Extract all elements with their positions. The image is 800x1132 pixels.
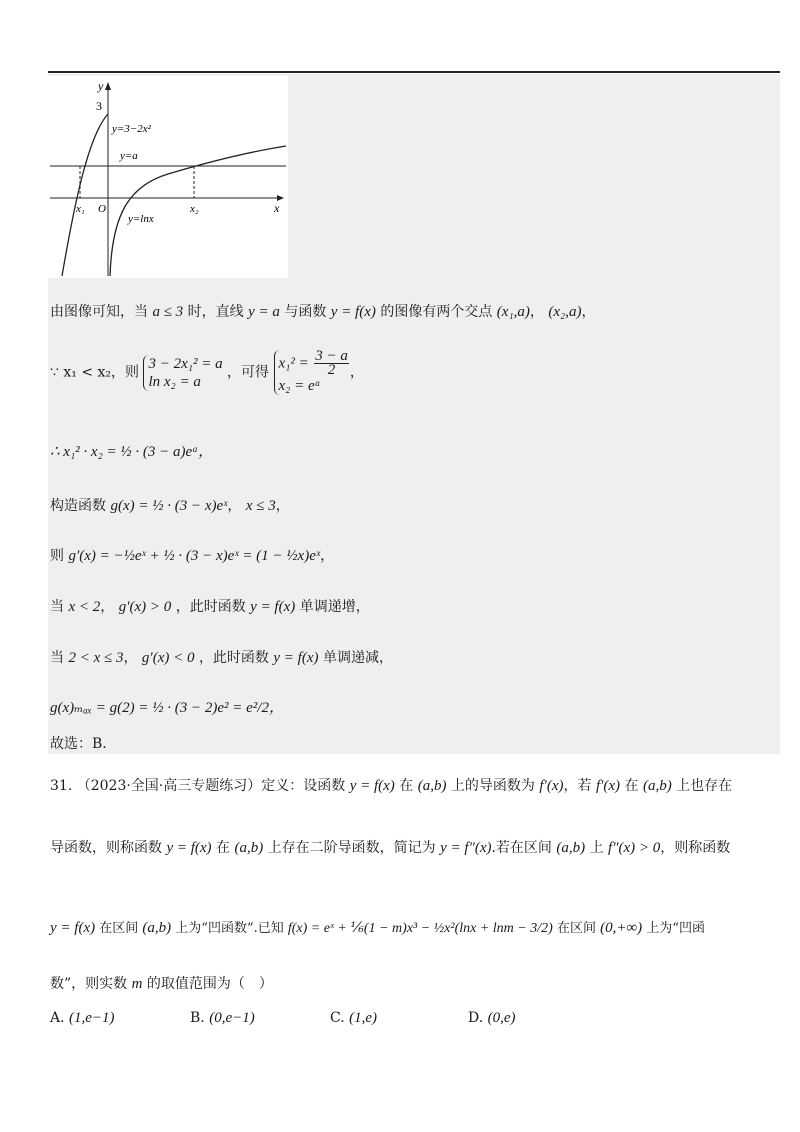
math: a ≤ 3 [152, 304, 184, 320]
problem-source: （2023·全国·高三专题练习） [76, 778, 262, 794]
math: (a,b) [417, 778, 447, 794]
text: 当 [50, 599, 64, 615]
text: 在 [399, 778, 414, 794]
text: 上也存在 [676, 778, 733, 794]
math: y = f(x) [349, 778, 395, 794]
equation: ln x₂ = a [148, 373, 201, 390]
log-label: y=lnx [128, 213, 154, 225]
text: 定义：设函数 [261, 778, 346, 794]
text: 单调递增， [299, 599, 370, 615]
text: 的取值范围为（ ） [146, 976, 273, 992]
math: (x₂,a) [548, 304, 582, 320]
option-label: C. [330, 1010, 345, 1026]
text: 在区间 [99, 921, 139, 936]
math: (a,b) [234, 840, 264, 856]
text: 上为“凹函数”.已知 [175, 921, 284, 936]
text: 在 [216, 840, 231, 856]
solution-line-4: 构造函数 g(x) = ½ · (3 − x)eˣ， x ≤ 3， [50, 498, 290, 514]
text: ，若 [563, 778, 592, 794]
option-label: A. [50, 1010, 65, 1026]
problem-line-4 [50, 974, 273, 994]
solution-line-2: ∵ x₁ < x₂，则 3 − 2x₁² = a ln x₂ = a ，可得 x₁² = $\frac{3 - a}{2}$ x₂ = eᵃ ， [50, 348, 364, 394]
math: (a,b) [642, 778, 672, 794]
text: 构造函数 [50, 498, 106, 514]
math: g′(x) > 0 [118, 599, 172, 615]
y-tick-3: 3 [96, 99, 102, 113]
math: y = f(x) [330, 304, 376, 320]
option-value: (0,e−1) [209, 1010, 255, 1026]
math: y = f(x) [166, 840, 212, 856]
math: g′(x) < 0 [141, 650, 195, 666]
x-axis-label: x [274, 201, 280, 215]
option-b[interactable] [190, 1010, 255, 1027]
text: 当 [50, 650, 64, 666]
equation: 3 − 2x₁² = a [148, 355, 223, 372]
math: x ≤ 3 [245, 498, 276, 514]
option-value: (0,e) [487, 1010, 516, 1026]
math: x < 2 [68, 599, 101, 615]
math: (0,+∞) [600, 920, 643, 936]
option-label: D. [468, 1010, 484, 1026]
solution-line-5: 则 g′(x) = −½eˣ + ½ · (3 − x)eˣ = (1 − ½x)eˣ， [50, 548, 335, 564]
text: 上存在二阶导函数，简记为 [267, 840, 436, 856]
text: .若在区间 [491, 840, 552, 856]
fraction [314, 350, 349, 377]
solution-line-3 [50, 442, 213, 462]
system-1 [143, 355, 222, 391]
header-rule [48, 71, 780, 73]
math: m [131, 976, 143, 992]
text: 的图像有两个交点 [380, 304, 493, 320]
problem-line-1 [50, 776, 732, 796]
y-axis-arrow [105, 82, 111, 90]
solution-line-1: 由图像可知，当 a ≤ 3 时，直线 y = a 与函数 y = f(x) 的图像有两个交点 (x₁,a)， (x₂,a)， [50, 304, 596, 320]
x2-label: x₂ [190, 203, 199, 215]
equation: x₂ = eᵃ [278, 378, 321, 394]
origin-label: O [98, 203, 106, 215]
math: y = f(x) [50, 920, 96, 936]
math: y = f″(x) [440, 840, 492, 856]
math: y = f(x) [273, 650, 319, 666]
answer-line [50, 734, 107, 754]
math: (x₁,a) [496, 304, 530, 320]
parabola-curve [62, 114, 108, 276]
math: g′(x) = −½eˣ + ½ · (3 − x)eˣ = (1 − ½x)eˣ [68, 548, 321, 564]
equation: x₁² = [278, 355, 309, 372]
text: 在 [624, 778, 639, 794]
numerator: 3 − a [315, 348, 348, 364]
solution-line-7: 当 2 < x ≤ 3， g′(x) < 0 ，此时函数 y = f(x) 单调递减， [50, 650, 393, 666]
option-a[interactable] [50, 1010, 115, 1027]
math: y = a [248, 304, 280, 320]
denominator: 2 [327, 362, 336, 378]
math: ∴ x₁² · x₂ = ½ · (3 − a)eᵃ， [50, 444, 214, 460]
graph-svg [48, 76, 288, 278]
problem-number: 31. [50, 778, 73, 794]
text: 上为“凹函 [646, 921, 705, 936]
option-value: (1,e) [349, 1010, 378, 1026]
math: (a,b) [142, 920, 172, 936]
solution-line-6: 当 x < 2， g′(x) > 0 ，此时函数 y = f(x) 单调递增， [50, 599, 370, 615]
math: f″(x) > 0 [608, 840, 661, 856]
text: ，则称函数 [660, 840, 731, 856]
math: g(x)ₘₐₓ = g(2) = ½ · (3 − 2)e² = e²/2， [50, 700, 284, 716]
system-2 [274, 350, 350, 395]
y-axis-label: y [98, 79, 104, 93]
text: 由图像可知，当 [50, 304, 148, 320]
problem-line-2 [50, 838, 730, 858]
text: 单调递减， [322, 650, 393, 666]
math: g(x) = ½ · (3 − x)eˣ [110, 498, 228, 514]
function-graph [48, 76, 288, 278]
text: 则 [50, 548, 64, 564]
text: 上 [589, 840, 604, 856]
text: 与函数 [284, 304, 327, 320]
function-expression: f(x) = eˣ + ⅙(1 − m)x³ − ½x²(lnx + lnm − 3/2) [287, 921, 553, 936]
problem-line-3 [50, 918, 705, 939]
math: f′(x) [539, 778, 564, 794]
text: 上的导函数为 [450, 778, 535, 794]
option-label: B. [190, 1010, 205, 1026]
text: 数”，则实数 [50, 976, 128, 992]
line-a-label: y=a [120, 150, 138, 162]
option-d[interactable] [468, 1010, 516, 1027]
text: ∵ x₁ < x₂，则 [50, 364, 140, 381]
text: 时，直线 [187, 304, 244, 320]
text: ，此时函数 [175, 599, 246, 615]
option-c[interactable] [330, 1010, 377, 1027]
text: ，此时函数 [198, 650, 269, 666]
answer: 故选：B. [50, 736, 107, 752]
math: f′(x) [595, 778, 621, 794]
math: y = f(x) [250, 599, 296, 615]
text: 在区间 [556, 921, 596, 936]
parabola-label: y=3−2x² [112, 123, 151, 135]
text: 导函数，则称函数 [50, 840, 162, 856]
option-value: (1,e−1) [69, 1010, 115, 1026]
x1-label: x₁ [76, 203, 85, 215]
text: ，可得 [227, 364, 270, 381]
math: 2 < x ≤ 3 [68, 650, 124, 666]
math: (a,b) [556, 840, 586, 856]
solution-line-8 [50, 698, 284, 718]
